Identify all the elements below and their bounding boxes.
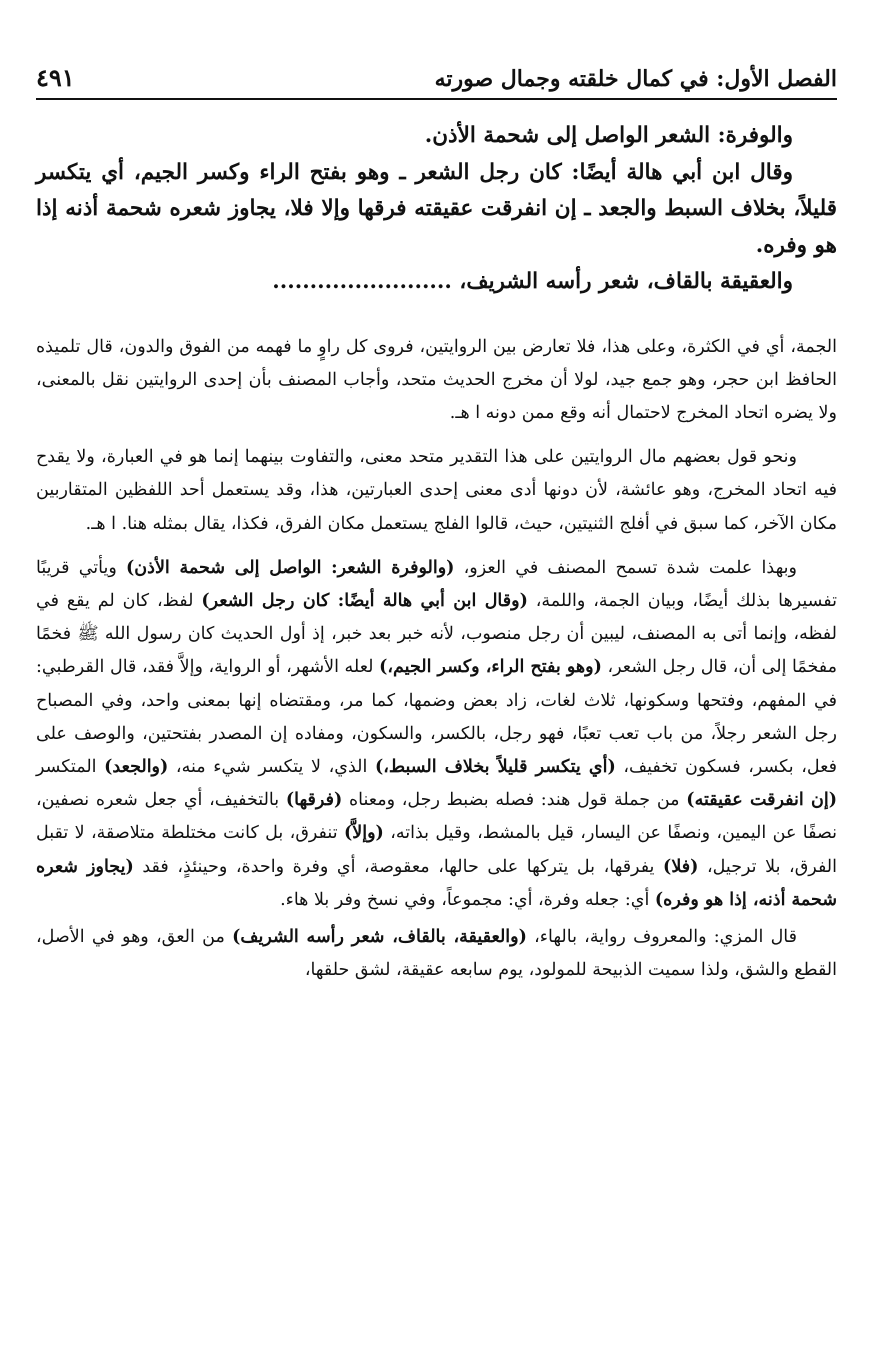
matn-paragraph-1: والوفرة: الشعر الواصل إلى شحمة الأذن. — [424, 123, 793, 148]
quoted-matn: (وقال ابن أبي هالة أيضًا: كان رجل الشعر) — [201, 590, 528, 611]
commentary-text: من جملة قول هند: فصله بضبط رجل، ومعناه — [342, 790, 687, 811]
commentary-text: من العق، وهو في الأصل، القطع والشق، ولذا سميت الذبيحة للمولود، يوم سابعه عقيقة، لشق حلقها، — [36, 926, 837, 981]
quoted-matn: (فلا) — [663, 856, 699, 877]
commentary-paragraph-2: ونحو قول بعضهم مال الروايتين على هذا التقدير متحد معنى، والتفاوت بينهما إنما هو في العبارة، ولا يقدح فيه اتحاد المخرج، وهو عائشة، لأن دونها أدى معنى إحدى العبارتين، هذا، وقد يستعمل أحد اللفظين المتقاربين مكان الآخر، كما سبق في أفلج الثنيتين، حيث، قالوا الفلج يستعمل مكان الفرق، فكذا، يقال بمثله هنا. ا هـ. — [36, 447, 837, 534]
quoted-matn: (يجاوز شعره شحمة أذنه، إذا هو وفره) — [36, 856, 837, 910]
commentary-text: يفرقها، بل يتركها على حالها، معقوصة، أي وفرة واحدة، وحينئذٍ، فقد — [133, 856, 664, 877]
commentary-paragraph-3 — [36, 552, 837, 917]
quoted-matn: (والوفرة الشعر: الواصل إلى شحمة الأذن) — [126, 557, 455, 578]
page-number: ٤٩١ — [36, 63, 75, 92]
quoted-matn: (والعقيقة، بالقاف، شعر رأسه الشريف) — [232, 926, 527, 947]
commentary-text: لعله الأشهر، أو الرواية، وإلاَّ فقد، قال القرطبي: في المفهم، وفتحها وسكونها، ثلاث لغات، زاد بعض وضمها، كما مر، ومقتضاه إنها بمعنى واحد، وفي المصباح رجل الشعر رجلاً، من باب تعب تعبًا، فهو رجل، بالكسر، والسكون، ومفاده إن المصدر بفتحتين، والوصف على فعل، بكسر، فسكون تخفيف، — [36, 657, 837, 777]
quoted-matn: (وإلاَّ) — [343, 823, 384, 844]
matn-paragraph-3: والعقيقة بالقاف، شعر رأسه الشريف، ........................ — [272, 269, 793, 294]
quoted-matn: (إن انفرقت عقيقته) — [686, 790, 837, 811]
commentary — [36, 331, 837, 988]
commentary-text: بالتخفيف، أي جعل شعره نصفين، نصفًا عن اليمين، ونصفًا عن اليسار، قيل بالمشط، وقيل بذاته، — [36, 790, 837, 844]
commentary-text: ويأتي قريبًا تفسيرها بذلك أيضًا، وبيان الجمة، واللمة، — [36, 557, 837, 611]
quoted-matn: (فرقها) — [285, 790, 343, 811]
main-text — [36, 118, 837, 301]
commentary-text: الذي، لا يتكسر شيء منه، — [168, 756, 375, 777]
quoted-matn: (أي يتكسر قليلاً بخلاف السبط،) — [374, 756, 616, 777]
commentary-paragraph-1: الجمة، أي في الكثرة، وعلى هذا، فلا تعارض بين الروايتين، فروى كل راوٍ ما فهمه من الفوق والدون، قال تلميذه الحافظ ابن حجر، وهو جمع جيد، لولا أن مخرج الحديث متحد، وأجاب المصنف بأن إحدى الروايتين نقل بالمعنى، ولا يضره اتحاد المخرج لاحتمال أنه وقع ممن دونه ا هـ. — [36, 336, 837, 423]
quoted-matn: (وهو بفتح الراء، وكسر الجيم،) — [379, 657, 602, 678]
chapter-title: الفصل الأول: في كمال خلقته وجمال صورته — [434, 66, 837, 92]
quoted-matn: (والجعد) — [104, 756, 169, 777]
commentary-paragraph-4 — [36, 921, 837, 987]
commentary-text: المتكسر — [36, 756, 105, 777]
matn-paragraph-2: وقال ابن أبي هالة أيضًا: كان رجل الشعر ـ وهو بفتح الراء وكسر الجيم، أي يتكسر قليلاً، بخلاف السبط والجعد ـ إن انفرقت عقيقته فرقها وإلا فلا، يجاوز شعره شحمة أذنه إذا هو وفره. — [36, 159, 837, 258]
commentary-text: تنفرق، بل كانت مختلطة متلاصقة، لا تقبل الفرق، بلا ترجيل، — [36, 823, 837, 877]
commentary-text: لفظ، كان لم يقع في لفظه، وإنما أتى به المصنف، ليبين أن رجل منصوب، لأنه خبر بعد خبر، إذ أول الحديث كان رسول الله ﷺ فخمًا مفخمًا إلى أن، قال رجل الشعر، — [36, 590, 838, 678]
commentary-text: قال المزي: والمعروف رواية، بالهاء، — [526, 926, 797, 947]
commentary-text: أي: جعله وفرة، أي: مجموعاً، وفي نسخ وفر بلا هاء. — [280, 889, 655, 910]
commentary-text: وبهذا علمت شدة تسمح المصنف في العزو، — [454, 557, 797, 578]
page-header — [36, 52, 837, 100]
